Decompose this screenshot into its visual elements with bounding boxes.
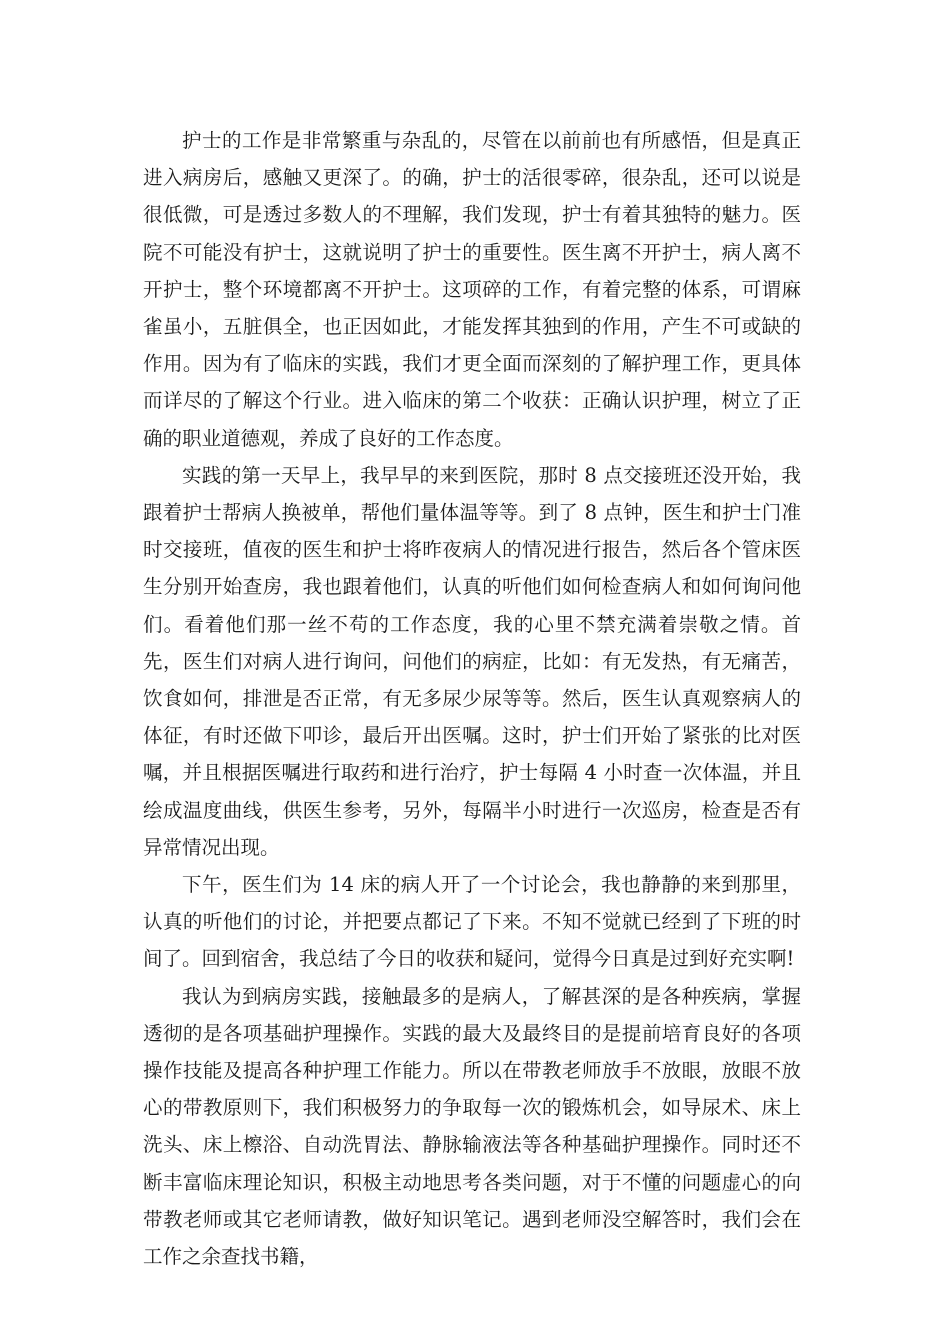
- paragraph-nursing-work: 护士的工作是非常繁重与杂乱的，尽管在以前前也有所感悟，但是真正进入病房后，感触又更深了。的确，护士的活很零碎，很杂乱，还可以说是很低微，可是透过多数人的不理解，我们发现，护士有着其独特的魅力。医院不可能没有护士，这就说明了护士的重要性。医生离不开护士，病人离不开护士，整个环境都离不开护士。这项碎的工作，有着完整的体系，可谓麻雀虽小，五脏俱全，也正因如此，才能发挥其独到的作用，产生不可或缺的作用。因为有了临床的实践，我们才更全面而深刻的了解护理工作，更具体而详尽的了解这个行业。进入临床的第二个收获：正确认识护理，树立了正确的职业道德观，养成了良好的工作态度。: [143, 129, 801, 450]
- paragraph-afternoon: 下午，医生们为 14 床的病人开了一个讨论会，我也静静的来到那里，认真的听他们的讨论，并把要点都记了下来。不知不觉就已经到了下班的时间了。回到宿舍，我总结了今日的收获和疑问，觉得今日真是过到好充实啊!: [143, 873, 801, 971]
- document-page: [143, 122, 801, 1275]
- paragraph-ward-practice: 我认为到病房实践，接触最多的是病人，了解甚深的是各种疾病，掌握透彻的是各项基础护理操作。实践的最大及最终目的是提前培育良好的各项操作技能及提高各种护理工作能力。所以在带教老师放手不放眼，放眼不放心的带教原则下，我们积极努力的争取每一次的锻炼机会，如导尿术、床上洗头、床上檫浴、自动洗胃法、静脉输液法等各种基础护理操作。同时还不断丰富临床理论知识，积极主动地思考各类问题，对于不懂的问题虚心的向带教老师或其它老师请教，做好知识笔记。遇到老师没空解答时，我们会在工作之余查找书籍，: [143, 984, 801, 1269]
- paragraph-first-day: 实践的第一天早上，我早早的来到医院，那时 8 点交接班还没开始，我跟着护士帮病人换被单，帮他们量体温等等。到了 8 点钟，医生和护士门准时交接班，值夜的医生和护士将昨夜病人的情况进行报告，然后各个管床医生分别开始查房，我也跟着他们，认真的听他们如何检查病人和如何询问他们。看着他们那一丝不苟的工作态度，我的心里不禁充满着崇敬之情。首先，医生们对病人进行询问，问他们的病症，比如：有无发热，有无痛苦，饮食如何，排泄是否正常，有无多尿少尿等等。然后，医生认真观察病人的体征，有时还做下叩诊，最后开出医嘱。这时，护士们开始了紧张的比对医嘱，并且根据医嘱进行取药和进行治疗，护士每隔 4 小时查一次体温，并且绘成温度曲线，供医生参考，另外，每隔半小时进行一次巡房，检查是否有异常情况出现。: [143, 463, 801, 859]
